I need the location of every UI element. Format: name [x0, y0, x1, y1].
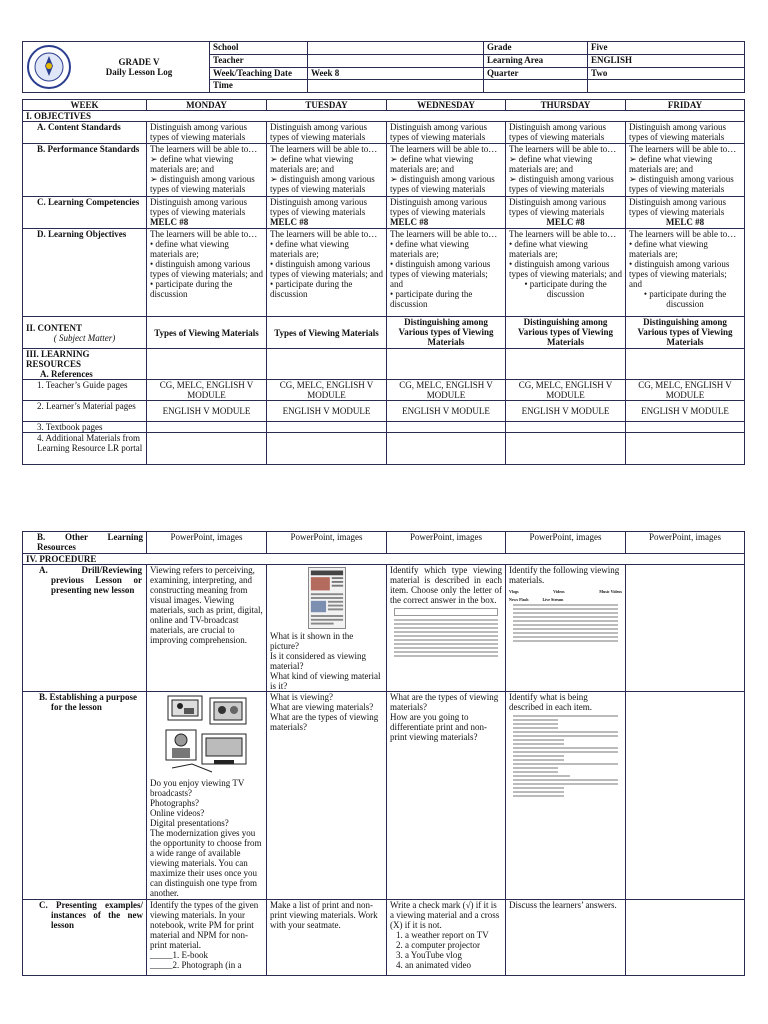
empty-cell [387, 349, 506, 380]
other-resources-fri: PowerPoint, images [626, 532, 745, 554]
textbook-label: 3. Textbook pages [23, 422, 147, 433]
examples-thu: Discuss the learners’ answers. [506, 900, 626, 976]
time-value [308, 80, 484, 93]
objectives-cell: The learners will be able to… • define what viewing materials are; • distinguish among various types of viewing materials; and • participate during the discussion [147, 229, 267, 317]
empty-cell [506, 422, 626, 433]
viewing-materials-illustration [162, 694, 252, 776]
worksheet-image [390, 608, 502, 657]
drill-row [23, 565, 745, 692]
resources-row [23, 349, 745, 380]
worksheet-image [509, 604, 622, 642]
guide-value: CG, MELC, ENGLISH V MODULE [506, 380, 626, 401]
content-standards-row [23, 122, 745, 144]
content-wed: Distinguishing among Various types of Viewing Materials [387, 317, 506, 349]
friday-header: FRIDAY [626, 100, 745, 111]
worksheet-image [509, 715, 622, 797]
teacher-label: Teacher [210, 54, 308, 67]
purpose-row [23, 692, 745, 900]
content-label-cell: II. CONTENT ( Subject Matter) [23, 317, 147, 349]
drill-tue: What is it shown in the picture? Is it considered as viewing material? What kind of viewing material is it? [267, 565, 387, 692]
learner-value: ENGLISH V MODULE [147, 401, 267, 422]
header-table [22, 41, 745, 93]
performance-cell: The learners will be able to… ➢ define what viewing materials are; and ➢ distinguish among various types of viewing materials [147, 144, 267, 197]
learning-objectives-label: D. Learning Objectives [23, 229, 147, 317]
content-standards-tue: Distinguish among various types of viewing materials [267, 122, 387, 144]
other-resources-wed: PowerPoint, images [387, 532, 506, 554]
drill-label: A. Drill/Reviewing previous Lesson or presenting new lesson [23, 565, 147, 692]
purpose-mon: Do you enjoy viewing TV broadcasts? Photographs? Online videos? Digital presentations? The modernization gives you the opportunity to choose from a wide range of available viewing materials. You can maximize their uses once you can distinguish one type from another. [147, 692, 267, 900]
other-resources-row [23, 532, 745, 554]
grade-label: Grade [484, 42, 588, 55]
performance-cell: The learners will be able to… ➢ define what viewing materials are; and ➢ distinguish among various types of viewing materials [626, 144, 745, 197]
empty-cell [147, 349, 267, 380]
melc-tag: MELC #8 [270, 217, 309, 227]
teachers-guide-row [23, 380, 745, 401]
other-resources-mon: PowerPoint, images [147, 532, 267, 554]
area-label: Learning Area [484, 54, 588, 67]
empty-cell [588, 80, 745, 93]
grade-title: GRADE V [118, 57, 160, 67]
objectives-cell: The learners will be able to… • define what viewing materials are; • distinguish among various types of viewing materials; and • participate during the discussion [387, 229, 506, 317]
melc-tag: MELC #8 [390, 217, 429, 227]
week-label: Week/Teaching Date [210, 67, 308, 80]
performance-cell: The learners will be able to… ➢ define what viewing materials are; and ➢ distinguish among various types of viewing materials [387, 144, 506, 197]
content-mon: Types of Viewing Materials [147, 317, 267, 349]
empty-cell [626, 349, 745, 380]
other-resources-tue: PowerPoint, images [267, 532, 387, 554]
log-title: Daily Lesson Log [105, 67, 173, 77]
melc-tag: MELC #8 [665, 217, 705, 227]
empty-cell [626, 692, 745, 900]
additional-label: 4. Additional Materials from Learning Resource LR portal [23, 433, 147, 465]
objectives-section: I. OBJECTIVES [23, 111, 745, 122]
area-value: ENGLISH [588, 54, 745, 67]
empty-cell [267, 349, 387, 380]
purpose-label: B. Establishing a purpose for the lesson [23, 692, 147, 900]
week-header: WEEK [23, 100, 147, 111]
resources-label-cell: III. LEARNING RESOURCES A. References [23, 349, 147, 380]
objectives-cell: The learners will be able to… • define what viewing materials are; • distinguish among various types of viewing materials; and • participate during the discussion [626, 229, 745, 317]
empty-cell [147, 422, 267, 433]
purpose-tue: What is viewing? What are viewing materials? What are the types of viewing materials? [267, 692, 387, 900]
drill-mon: Viewing refers to perceiving, examining, interpreting, and constructing meaning from visual images. Viewing materials, such as print, digital, online and TV-broadcast materials, are crucial to improving comprehension. [147, 565, 267, 692]
drill-wed: Identify which type viewing material is described in each item. Choose only the letter of the correct answer in the box. [387, 565, 506, 692]
empty-cell [506, 433, 626, 465]
guide-value: CG, MELC, ENGLISH V MODULE [626, 380, 745, 401]
content-standards-thu: Distinguish among various types of viewing materials [506, 122, 626, 144]
week-value: Week 8 [308, 67, 484, 80]
lesson-log-table-continued [22, 531, 745, 976]
competencies-label: C. Learning Competencies [23, 197, 147, 229]
empty-cell [387, 422, 506, 433]
empty-cell [506, 349, 626, 380]
content-standards-fri: Distinguish among various types of viewing materials [626, 122, 745, 144]
content-row [23, 317, 745, 349]
learner-value: ENGLISH V MODULE [626, 401, 745, 422]
viewing-types-header-2: News Flash Live Stream [509, 597, 564, 602]
header-logo-cell [23, 42, 210, 93]
empty-cell [626, 433, 745, 465]
examples-mon: Identify the types of the given viewing materials. In your notebook, write PM for print material and NPM for non-print material. _____1. E-book _____2. Photograph (in a [147, 900, 267, 976]
quarter-value: Two [588, 67, 745, 80]
examples-label: C. Presenting examples/ instances of the new lesson [23, 900, 147, 976]
competencies-row [23, 197, 745, 229]
empty-cell [267, 433, 387, 465]
monday-header: MONDAY [147, 100, 267, 111]
newspaper-image [308, 567, 346, 629]
performance-cell: The learners will be able to… ➢ define what viewing materials are; and ➢ distinguish among various types of viewing materials [506, 144, 626, 197]
guide-value: CG, MELC, ENGLISH V MODULE [147, 380, 267, 401]
examples-tue: Make a list of print and non-print viewing materials. Work with your seatmate. [267, 900, 387, 976]
examples-row [23, 900, 745, 976]
teacher-value [308, 54, 484, 67]
empty-cell [147, 433, 267, 465]
empty-cell [626, 900, 745, 976]
learner-value: ENGLISH V MODULE [267, 401, 387, 422]
purpose-wed: What are the types of viewing materials? How are you going to differentiate print and non-print viewing materials? [387, 692, 506, 900]
school-label: School [210, 42, 308, 55]
competencies-cell: Distinguish among various types of viewing materials MELC #8 [506, 197, 626, 229]
textbook-row [23, 422, 745, 433]
content-standards-wed: Distinguish among various types of viewing materials [387, 122, 506, 144]
purpose-thu: Identify what is being described in each item. [506, 692, 626, 900]
learner-value: ENGLISH V MODULE [506, 401, 626, 422]
content-thu: Distinguishing among Various types of Viewing Materials [506, 317, 626, 349]
melc-tag: MELC #8 [546, 217, 585, 227]
competencies-cell: Distinguish among various types of viewing materials MELC #8 [626, 197, 745, 229]
examples-wed: Write a check mark (√) if it is a viewing material and a cross (X) if it is not. 1. a weather report on TV 2. a computer projector 3. a YouTube vlog 4. an animated video [387, 900, 506, 976]
competencies-cell: Distinguish among various types of viewing materials MELC #8 [387, 197, 506, 229]
viewing-types-header: Vlogs Videos Music Videos [509, 589, 622, 594]
content-fri: Distinguishing among Various types of Viewing Materials [626, 317, 745, 349]
additional-materials-row [23, 433, 745, 465]
learner-value: ENGLISH V MODULE [387, 401, 506, 422]
learning-objectives-row [23, 229, 745, 317]
content-tue: Types of Viewing Materials [267, 317, 387, 349]
empty-cell [626, 422, 745, 433]
performance-standards-label: B. Performance Standards [23, 144, 147, 197]
content-standards-mon: Distinguish among various types of viewing materials [147, 122, 267, 144]
empty-cell [626, 565, 745, 692]
thursday-header: THURSDAY [506, 100, 626, 111]
learner-material-row [23, 401, 745, 422]
performance-cell: The learners will be able to… ➢ define what viewing materials are; and ➢ distinguish among various types of viewing materials [267, 144, 387, 197]
objectives-cell: The learners will be able to… • define what viewing materials are; • distinguish among various types of viewing materials; and • participate during the discussion [506, 229, 626, 317]
guide-value: CG, MELC, ENGLISH V MODULE [267, 380, 387, 401]
guide-value: CG, MELC, ENGLISH V MODULE [387, 380, 506, 401]
time-label: Time [210, 80, 308, 93]
objectives-cell: The learners will be able to… • define what viewing materials are; • distinguish among various types of viewing materials; and • participate during the discussion [267, 229, 387, 317]
performance-standards-row [23, 144, 745, 197]
grade-value: Five [588, 42, 745, 55]
procedure-section: IV. PROCEDURE [23, 554, 745, 565]
other-resources-label: B. Other Learning Resources [23, 532, 147, 554]
empty-cell [484, 80, 588, 93]
other-resources-thu: PowerPoint, images [506, 532, 626, 554]
competencies-cell: Distinguish among various types of viewing materials MELC #8 [147, 197, 267, 229]
quarter-label: Quarter [484, 67, 588, 80]
tuesday-header: TUESDAY [267, 100, 387, 111]
melc-tag: MELC #8 [150, 217, 189, 227]
wednesday-header: WEDNESDAY [387, 100, 506, 111]
day-header-row [23, 100, 745, 111]
content-standards-label: A. Content Standards [23, 122, 147, 144]
learner-label: 2. Learner’s Material pages [23, 401, 147, 422]
deped-seal-icon [26, 44, 72, 90]
empty-cell [267, 422, 387, 433]
competencies-cell: Distinguish among various types of viewing materials MELC #8 [267, 197, 387, 229]
lesson-log-table [22, 99, 745, 465]
empty-cell [387, 433, 506, 465]
guide-label: 1. Teacher’s Guide pages [23, 380, 147, 401]
school-value [308, 42, 484, 55]
drill-thu: Identify the following viewing materials. Vlogs Videos Music Videos News Flash Live Stream [506, 565, 626, 692]
